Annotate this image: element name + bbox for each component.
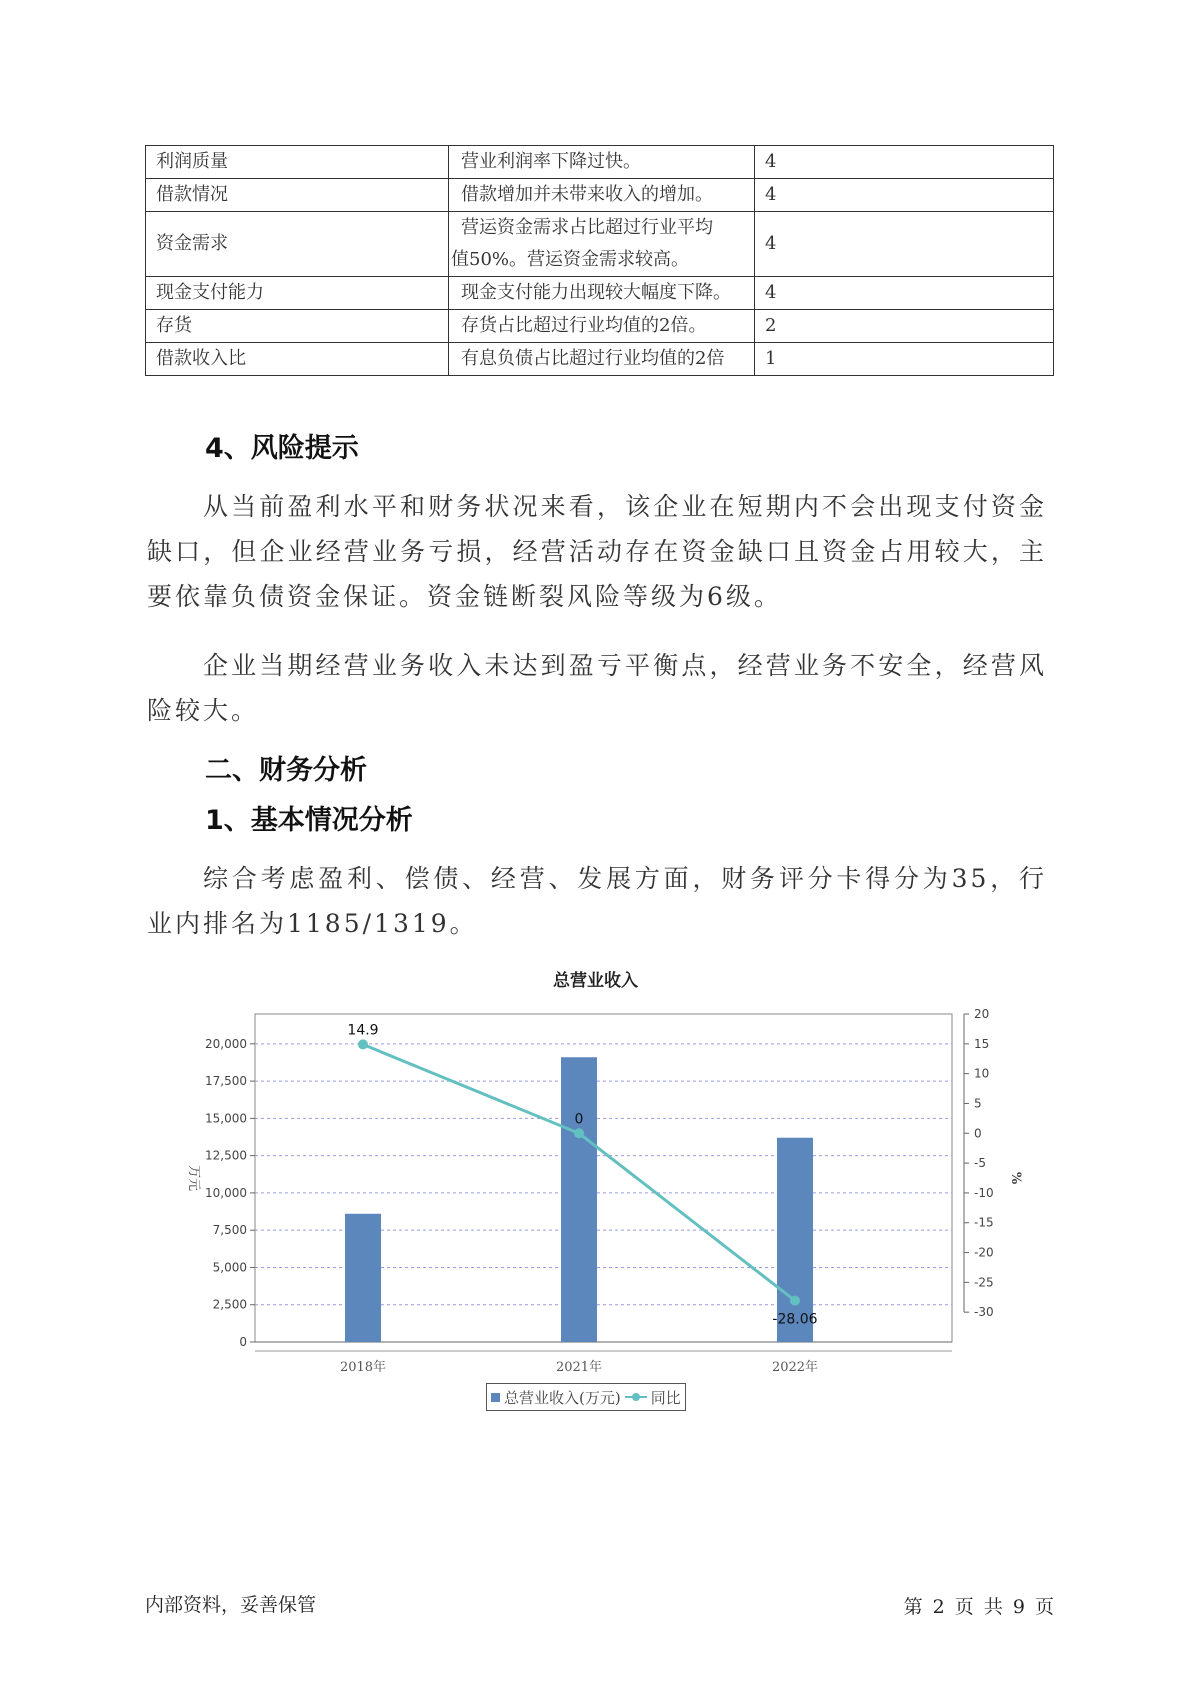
x-tick-label: 2022年 (771, 1360, 819, 1375)
right-axis-title: % (1008, 1171, 1023, 1185)
yoy-data-label: -28.06 (772, 1311, 818, 1328)
right-tick-label: -15 (974, 1215, 994, 1230)
right-tick-label: 20 (974, 1007, 990, 1021)
left-tick-label: 12,500 (205, 1148, 247, 1163)
section-heading-finance: 二、财务分析 (205, 755, 367, 786)
right-tick-label: -30 (974, 1305, 994, 1320)
chart-legend (486, 1383, 686, 1411)
section-heading-risk: 4、风险提示 (205, 433, 359, 464)
left-tick-label: 5,000 (212, 1260, 247, 1275)
sub-heading-basic: 1、基本情况分析 (205, 805, 413, 836)
risk-item: 借款情况 (146, 179, 449, 212)
left-tick-label: 15,000 (205, 1111, 247, 1126)
risk-score: 1 (755, 343, 1054, 376)
table-row (146, 277, 1054, 310)
right-tick-label: 10 (974, 1066, 990, 1081)
risk-description: 营运资金需求占比超过行业平均 值50%。营运资金需求较高。 (449, 212, 755, 277)
risk-description: 存货占比超过行业均值的2倍。 (449, 310, 755, 343)
table-row (146, 343, 1054, 376)
risk-description: 营业利润率下降过快。 (449, 146, 755, 179)
risk-item: 资金需求 (146, 212, 449, 277)
risk-score: 2 (755, 310, 1054, 343)
x-tick-label: 2021年 (555, 1360, 603, 1375)
table-row (146, 212, 1054, 277)
yoy-point (574, 1128, 584, 1138)
legend-line-swatch (625, 1391, 647, 1403)
footer-page-number: 第 2 页 共 9 页 (903, 1596, 1054, 1618)
left-tick-label: 20,000 (205, 1036, 247, 1051)
right-tick-label: -20 (974, 1245, 994, 1260)
revenue-chart (170, 1000, 1030, 1380)
left-tick-label: 10,000 (205, 1185, 247, 1200)
risk-score: 4 (755, 146, 1054, 179)
chart-bar (561, 1057, 597, 1342)
risk-item: 现金支付能力 (146, 277, 449, 310)
yoy-data-label: 0 (574, 1111, 584, 1128)
risk-item: 利润质量 (146, 146, 449, 179)
left-tick-label: 17,500 (205, 1074, 247, 1089)
risk-score: 4 (755, 212, 1054, 277)
risk-score: 4 (755, 179, 1054, 212)
x-tick-label: 2018年 (339, 1360, 387, 1375)
risk-paragraph-1: 从当前盈利水平和财务状况来看，该企业在短期内不会出现支付资金缺口，但企业经营业务亏损，经营活动存在资金缺口且资金占用较大，主要依靠负债资金保证。资金链断裂风险等级为6级。 (147, 492, 1047, 611)
legend-bar-swatch (491, 1393, 500, 1402)
left-tick-label: 0 (239, 1335, 247, 1349)
footer-confidential: 内部资料，妥善保管 (145, 1594, 317, 1616)
table-row (146, 146, 1054, 179)
left-axis-title: 万元 (186, 1164, 201, 1192)
risk-table (145, 145, 1054, 376)
chart-bar (345, 1214, 381, 1342)
yoy-data-label: 14.9 (347, 1022, 379, 1039)
legend-line-label: 同比 (650, 1388, 681, 1407)
table-row (146, 310, 1054, 343)
finance-paragraph-1: 综合考虑盈利、偿债、经营、发展方面，财务评分卡得分为35，行业内排名为1185/1319。 (147, 864, 1047, 938)
right-tick-label: -10 (974, 1185, 994, 1200)
chart-title: 总营业收入 (553, 971, 638, 991)
risk-description: 现金支付能力出现较大幅度下降。 (449, 277, 755, 310)
table-row (146, 179, 1054, 212)
yoy-point (790, 1296, 800, 1306)
right-tick-label: -5 (974, 1156, 986, 1171)
risk-description: 有息负债占比超过行业均值的2倍 (449, 343, 755, 376)
right-tick-label: -25 (974, 1275, 994, 1290)
risk-item: 借款收入比 (146, 343, 449, 376)
left-tick-label: 7,500 (212, 1223, 247, 1238)
left-tick-label: 2,500 (212, 1297, 247, 1312)
right-tick-label: 0 (974, 1126, 982, 1141)
risk-paragraph-2: 企业当期经营业务收入未达到盈亏平衡点，经营业务不安全，经营风险较大。 (147, 651, 1047, 725)
risk-score: 4 (755, 277, 1054, 310)
legend-bar-label: 总营业收入(万元) (504, 1388, 621, 1407)
yoy-point (358, 1039, 368, 1049)
risk-item: 存货 (146, 310, 449, 343)
right-tick-label: 5 (974, 1096, 982, 1111)
right-tick-label: 15 (974, 1036, 990, 1051)
risk-description: 借款增加并未带来收入的增加。 (449, 179, 755, 212)
